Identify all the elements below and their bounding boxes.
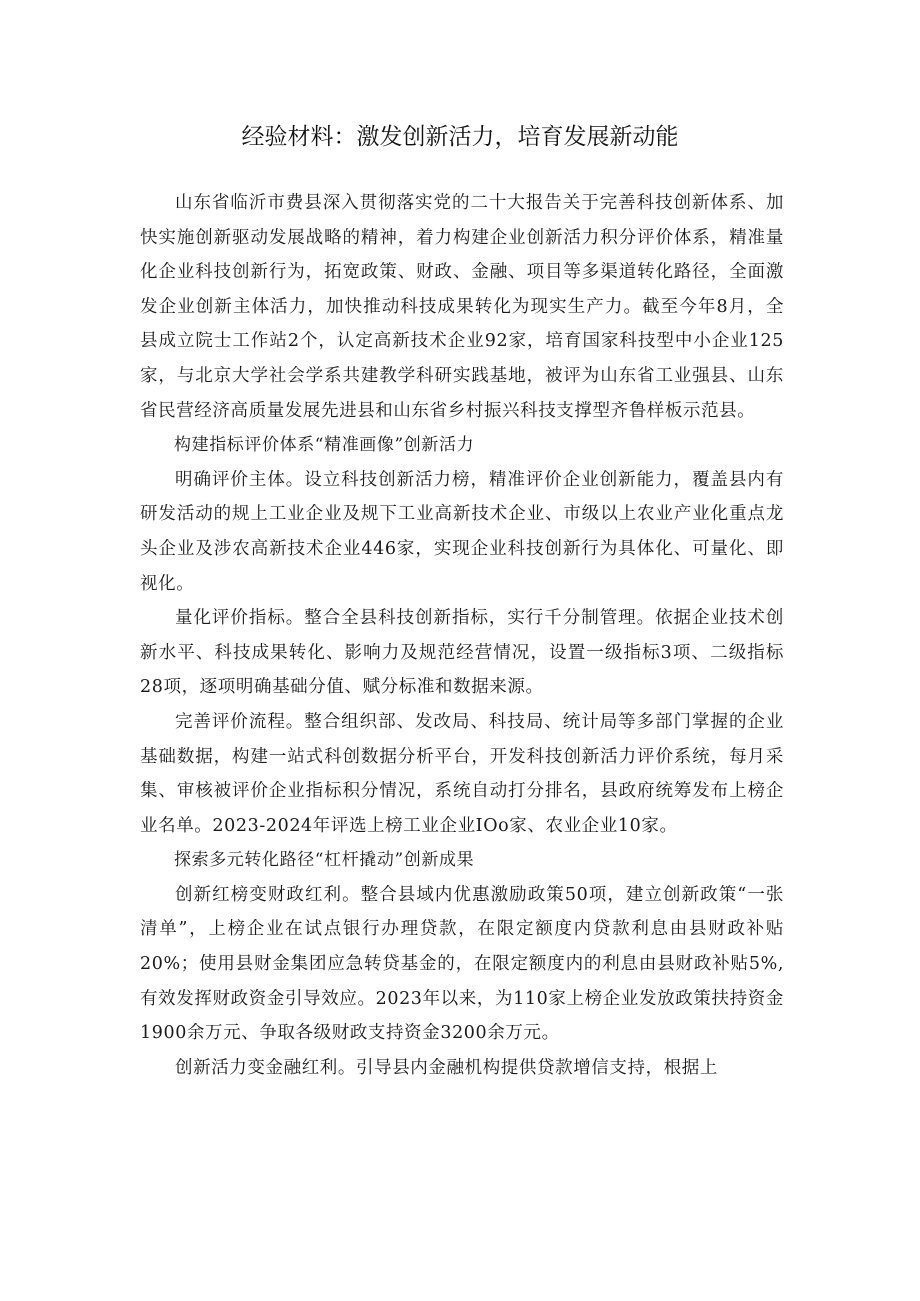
body-paragraph: 创新红榜变财政红利。整合县域内优惠激励政策50项，建立创新政策“一张清单”，上榜企业在试点银行办理贷款，在限定额度内贷款利息由县财政补贴20%；使用县财金集团应急转贷基金的，在限定额度内的利息由县财政补贴5%,有效发挥财政资金引导效应。2023年以来，为110家上榜企业发放政策扶持资金1900余万元、争取各级财政支持资金3200余万元。 <box>140 884 784 1044</box>
body-paragraph: 创新活力变金融红利。引导县内金融机构提供贷款增信支持，根据上 <box>175 1057 718 1078</box>
section-heading: 构建指标评价体系“精准画像”创新活力 <box>174 435 475 456</box>
body-paragraph: 量化评价指标。整合全县科技创新指标，实行千分制管理。依据企业技术创新水平、科技成果转化、影响力及规范经营情况，设置一级指标3项、二级指标28项，逐项明确基础分值、赋分标准和数据来源。 <box>140 608 784 698</box>
document-body <box>140 186 784 1085</box>
section-heading: 探索多元转化路径“杠杆撬动”创新成果 <box>174 850 475 871</box>
body-paragraph: 明确评价主体。设立科技创新活力榜，精准评价企业创新能力，覆盖县内有研发活动的规上工业企业及规下工业高新技术企业、市级以上农业产业化重点龙头企业及涉农高新技术企业446家，实现企业科技创新行为具体化、可量化、即视化。 <box>140 469 784 594</box>
body-paragraph: 山东省临沂市费县深入贯彻落实党的二十大报告关于完善科技创新体系、加快实施创新驱动发展战略的精神，着力构建企业创新活力积分评价体系，精准量化企业科技创新行为，拓宽政策、财政、金融、项目等多渠道转化路径，全面激发企业创新主体活力，加快推动科技成果转化为现实生产力。截至今年8月，全县成立院士工作站2个，认定高新技术企业92家，培育国家科技型中小企业125家，与北京大学社会学系共建教学科研实践基地，被评为山东省工业强县、山东省民营经济高质量发展先进县和山东省乡村振兴科技支撑型齐鲁样板示范县。 <box>140 193 784 421</box>
document-title: 经验材料：激发创新活力，培育发展新动能 <box>241 124 679 150</box>
body-paragraph: 完善评价流程。整合组织部、发改局、科技局、统计局等多部门掌握的企业基础数据，构建一站式科创数据分析平台，开发科技创新活力评价系统，每月采集、审核被评价企业指标积分情况，系统自动打分排名，县政府统筹发布上榜企业名单。2023-2024年评选上榜工业企业IOo家、农业企业10家。 <box>140 711 784 836</box>
